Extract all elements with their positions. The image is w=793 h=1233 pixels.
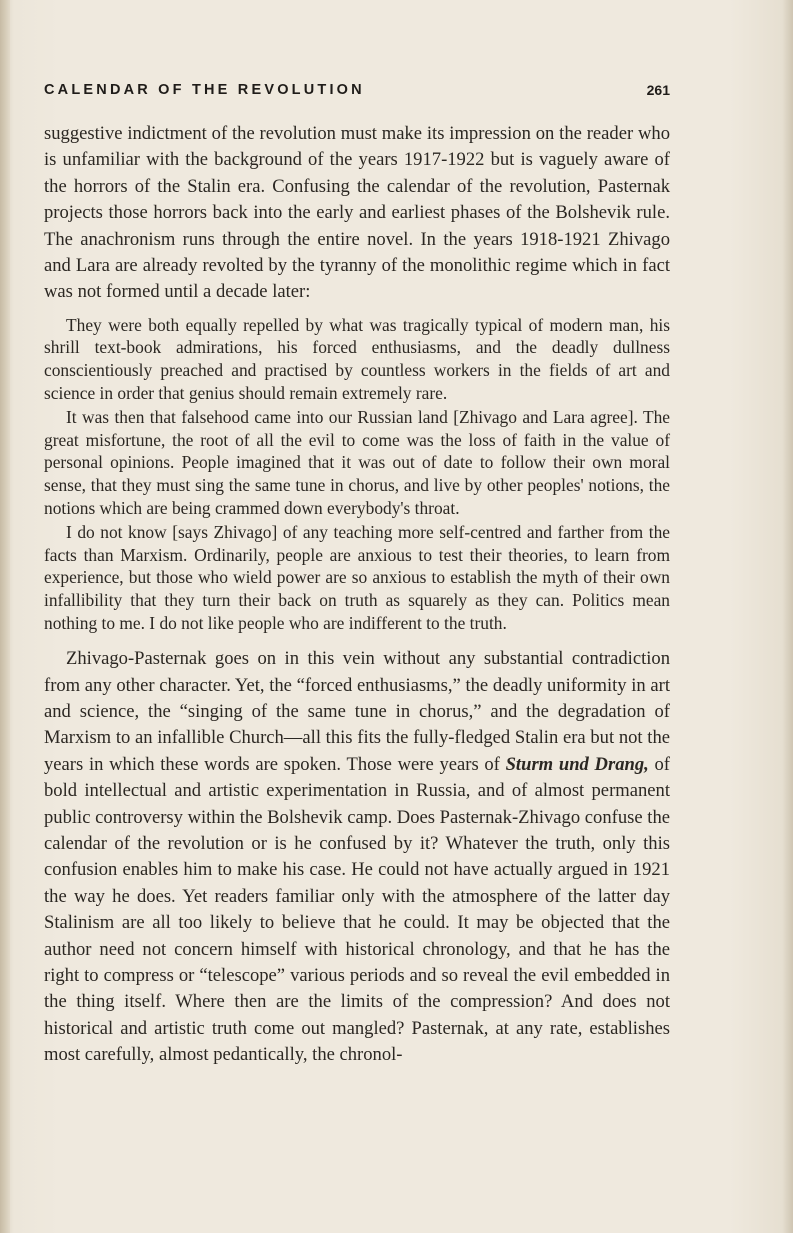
running-head: CALENDAR OF THE REVOLUTION bbox=[44, 82, 365, 98]
page-number: 261 bbox=[646, 82, 670, 98]
quote-paragraph-3: I do not know [says Zhivago] of any teaching more self-centred and farther from the facts than Marxism. Ordinarily, people are anxious to test their theories, to learn from experience, but those who wield power are so anxious to establish the myth of their own infallibility that they turn their back on truth as squarely as they can. Politics mean nothing to me. I do not like people who are indifferent to the truth. bbox=[44, 522, 670, 633]
quote-paragraph-2: It was then that falsehood came into our Russian land [Zhivago and Lara agree]. The great misfortune, the root of all the evil to come was the loss of faith in the value of personal opinions. People imagined that it was out of date to follow their own moral sense, that they must sing the same tune in chorus, and live by other peoples' notions, the notions which are being crammed down everybody's throat. bbox=[44, 407, 670, 518]
sturm-und-drang-italic: Sturm und Drang, bbox=[505, 753, 649, 775]
page-spine-edge bbox=[0, 0, 10, 1233]
opening-paragraph: suggestive indictment of the revolution must make its impression on the reader who is unfamiliar with the background of the years 1917-1922 but is vaguely aware of the horrors of the Stalin era. Confusing the calendar of the revolution, Pasternak projects those horrors back into the early and earliest phases of the Bolshevik rule. The anachronism runs through the entire novel. In the years 1918-1921 Zhivago and Lara are already revolted by the tyranny of the monolithic regime which in fact was not formed until a decade later: bbox=[44, 123, 670, 303]
page-header bbox=[44, 82, 670, 104]
block-quote bbox=[44, 314, 670, 634]
paragraph-2-text-a: Zhivago-Pasternak goes on in this vein without any substantial contradiction from any other character. Yet, the “forced enthusiasms,” the deadly uniformity in art and science, the “singing of the same tune in chorus,” and the degradation of Marxism to an infallible Church—all this fits the fully-fledged Stalin era but not the years in which these words are spoken. Those were years of bbox=[44, 648, 670, 775]
quote-paragraph-1: They were both equally repelled by what was tragically typical of modern man, his shrill text-book admirations, his forced enthusiasms, and the deadly dullness conscientiously preached and practised by countless workers in the fields of art and science in order that genius should remain extremely rare. bbox=[44, 314, 670, 403]
body-text bbox=[44, 121, 670, 1069]
body-paragraph-2 bbox=[44, 646, 670, 1069]
paragraph-2-text-b: of bold intellectual and artistic experimentation in Russia, and of almost permanent public controversy within the Bolshevik camp. Does Pasternak-Zhivago confuse the calendar of the revolution or is he confused by it? Whatever the truth, only this confusion enables him to make his case. He could not have actually argued in 1921 the way he does. Yet readers familiar only with the atmosphere of the latter day Stalinism are all too likely to believe that he could. It may be objected that the author need not concern himself with historical chronology, and that he has the right to compress or “telescope” various periods and so reveal the evil embedded in the thing itself. Where then are the limits of the compression? And does not historical and artistic truth come out mangled? Pasternak, at any rate, establishes most carefully, almost pedantically, the chronol- bbox=[44, 753, 670, 1066]
